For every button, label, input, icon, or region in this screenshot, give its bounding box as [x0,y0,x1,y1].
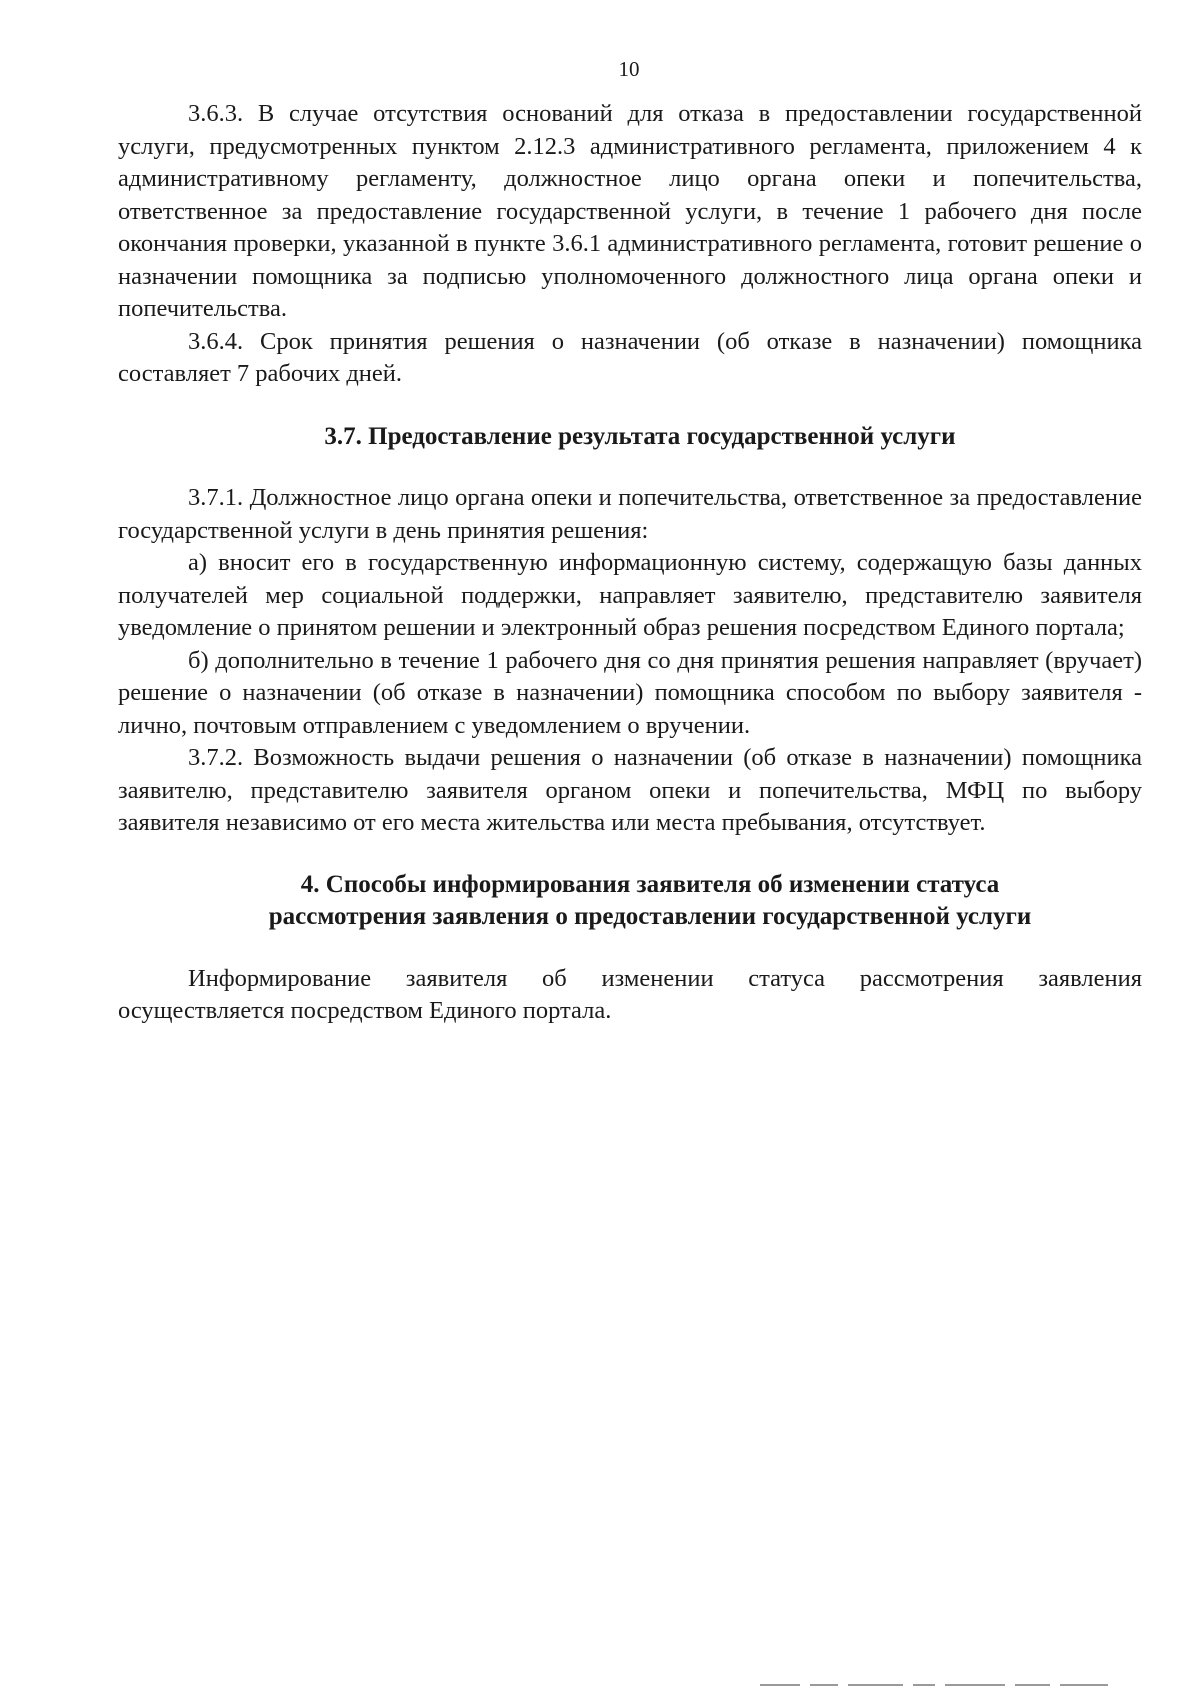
paragraph-3-6-3: 3.6.3. В случае отсутствия оснований для отказа в предоставлении государственной услуги, предусмотренных пунктом 2.12.3 административного регламента, приложением 4 к административному регламенту, должностное лицо органа опеки и попечительства, ответственное за предоставление государственной услуги, в течение 1 рабочего дня после окончания проверки, указанной в пункте 3.6.1 административного регламента, готовит решение о назначении помощника за подписью уполномоченного должностного лица органа опеки и попечительства. [118,100,1142,322]
paragraph-3-7-1-a: а) вносит его в государственную информационную систему, содержащую базы данных получателей мер социальной поддержки, направляет заявителю, представителю заявителя уведомление о принятом решении и электронный образ решения посредством Единого портала; [118,549,1142,641]
page-number: 10 [618,57,640,81]
paragraph-section-4: Информирование заявителя об изменении статуса рассмотрения заявления осуществляется посредством Единого портала. [118,964,1142,1024]
section-heading-4-line-1: 4. Способы информирования заявителя об изменении статуса [300,870,1000,898]
paragraph-3-7-1: 3.7.1. Должностное лицо органа опеки и попечительства, ответственное за предоставление государственной услуги в день принятия решения: [118,484,1142,544]
scan-edge-marks [760,1684,1180,1688]
paragraph-3-6-4: 3.6.4. Срок принятия решения о назначении (об отказе в назначении) помощника составляет 7 рабочих дней. [118,327,1142,387]
section-heading-3-7: 3.7. Предоставление результата государственной услуги [324,422,956,450]
section-heading-4-line-2: рассмотрения заявления о предоставлении государственной услуги [268,903,1032,930]
paragraph-3-7-2: 3.7.2. Возможность выдачи решения о назначении (об отказе в назначении) помощника заявителю, представителю заявителя органом опеки и попечительства, МФЦ по выбору заявителя независимо от его места жительства или места пребывания, отсутствует. [118,744,1142,836]
paragraph-3-7-1-b: б) дополнительно в течение 1 рабочего дня со дня принятия решения направляет (вручает) решение о назначении (об отказе в назначении) помощника способом по выбору заявителя - лично, почтовым отправлением с уведомлением о вручении. [118,646,1142,739]
document-body [118,98,1142,1028]
section-heading-4 [118,869,1142,934]
